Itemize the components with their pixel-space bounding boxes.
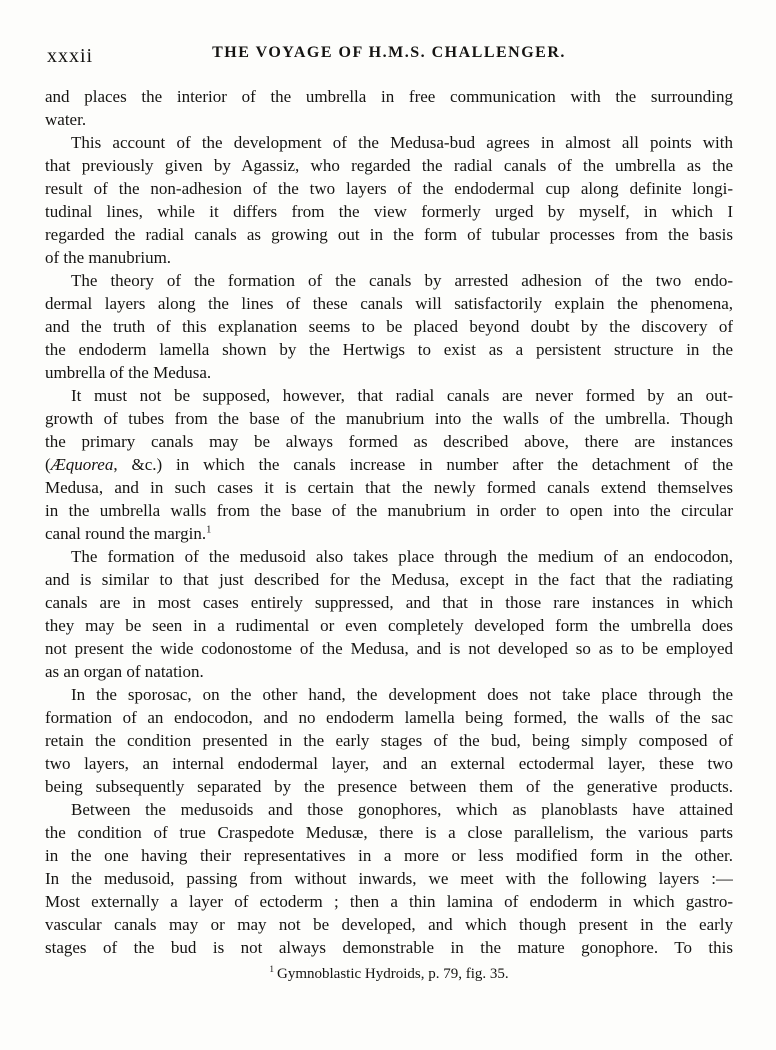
text-line xyxy=(45,200,733,223)
text-line xyxy=(45,936,733,959)
text-line xyxy=(45,177,733,200)
text-segment: result of the non-adhesion of the two layers of the endodermal cup along definite longi- xyxy=(45,179,733,198)
text-segment: that previously given by Agassiz, who regarded the radial canals of the umbrella as the xyxy=(45,156,733,175)
text-line xyxy=(45,752,733,775)
text-segment: canal round the margin. xyxy=(45,524,207,543)
text-segment: and the truth of this explanation seems to be placed beyond doubt by the discovery of xyxy=(45,317,733,336)
text-segment: The theory of the formation of the canals by arrested adhesion of the two endo- xyxy=(71,271,733,290)
text-line xyxy=(45,614,733,637)
text-line xyxy=(45,108,733,131)
footnote-reference: 1 xyxy=(206,524,212,536)
text-line xyxy=(45,867,733,890)
text-line xyxy=(45,407,733,430)
text-segment: they may be seen in a rudimental or even completely developed form the umbrella does xyxy=(45,616,733,635)
text-segment: It must not be supposed, however, that radial canals are never formed by an out- xyxy=(71,386,733,405)
text-segment: of the manubrium. xyxy=(45,248,172,267)
text-segment: vascular canals may or may not be developed, and which though present in the early xyxy=(45,915,733,934)
paragraph xyxy=(45,269,733,384)
paragraph xyxy=(45,384,733,545)
text-segment: in the umbrella walls from the base of the manubrium in order to open into the circular xyxy=(45,501,733,520)
text-line xyxy=(45,683,733,706)
page-number: xxxii xyxy=(47,45,94,67)
text-line xyxy=(45,522,733,545)
text-segment: Most externally a layer of ectoderm ; then a thin lamina of endoderm in which gastro- xyxy=(45,892,733,911)
text-segment: growth of tubes from the base of the manubrium into the walls of the umbrella. Though xyxy=(45,409,733,428)
text-segment: retain the condition presented in the early stages of the bud, being simply composed of xyxy=(45,731,733,750)
text-segment: stages of the bud is not always demonstrable in the mature gonophore. To this xyxy=(45,938,733,957)
text-line xyxy=(45,660,733,683)
text-line xyxy=(45,568,733,591)
text-segment: ( xyxy=(45,455,51,474)
text-segment: The formation of the medusoid also takes place through the medium of an endocodon, xyxy=(71,547,733,566)
paragraph xyxy=(45,545,733,683)
paragraph xyxy=(45,798,733,959)
text-line xyxy=(45,706,733,729)
text-segment: This account of the development of the Medusa-bud agrees in almost all points with xyxy=(71,133,733,152)
text-line xyxy=(45,292,733,315)
text-segment: , &c.) in which the canals increase in number after the detachment of the xyxy=(113,455,733,474)
text-line xyxy=(45,361,733,384)
footnote-text: Gymnoblastic Hydroids, p. 79, fig. 35. xyxy=(277,966,509,982)
text-segment: the endoderm lamella shown by the Hertwigs to exist as a persistent structure in the xyxy=(45,340,733,359)
text-line xyxy=(45,315,733,338)
text-segment: in the one having their representatives in a more or less modified form in the other. xyxy=(45,846,733,865)
page-body xyxy=(45,85,733,959)
text-line xyxy=(45,476,733,499)
text-segment: formation of an endocodon, and no endoderm lamella being formed, the walls of the sac xyxy=(45,708,733,727)
paragraph xyxy=(45,683,733,798)
text-line xyxy=(45,453,733,476)
text-line xyxy=(45,775,733,798)
text-segment: tudinal lines, while it differs from the view formerly urged by myself, in which I xyxy=(45,202,733,221)
text-segment: and is similar to that just described for the Medusa, except in the fact that the radiating xyxy=(45,570,733,589)
text-segment: Between the medusoids and those gonophores, which as planoblasts have attained xyxy=(71,800,733,819)
text-segment: not present the wide codonostome of the Medusa, and is not developed so as to be employed xyxy=(45,639,733,658)
text-line xyxy=(45,591,733,614)
text-line xyxy=(45,154,733,177)
text-line xyxy=(45,821,733,844)
running-title: THE VOYAGE OF H.M.S. CHALLENGER. xyxy=(212,44,566,61)
text-line xyxy=(45,729,733,752)
text-segment: as an organ of natation. xyxy=(45,662,204,681)
text-segment: water. xyxy=(45,110,87,129)
text-line xyxy=(45,85,733,108)
text-line xyxy=(45,384,733,407)
text-line xyxy=(45,798,733,821)
text-line xyxy=(45,269,733,292)
text-segment: being subsequently separated by the presence between them of the generative products. xyxy=(45,777,733,796)
text-line xyxy=(45,545,733,568)
text-segment: dermal layers along the lines of these canals will satisfactorily explain the phenomena, xyxy=(45,294,733,313)
text-line xyxy=(45,637,733,660)
paragraph xyxy=(45,131,733,269)
text-line xyxy=(45,430,733,453)
text-line xyxy=(45,844,733,867)
text-segment: Medusa, and in such cases it is certain that the newly formed canals extend themselves xyxy=(45,478,733,497)
text-segment: and places the interior of the umbrella in free communication with the surrounding xyxy=(45,87,733,106)
footnote xyxy=(45,964,733,984)
text-line xyxy=(45,131,733,154)
text-segment: umbrella of the Medusa. xyxy=(45,363,212,382)
footnote-marker: 1 xyxy=(269,965,274,975)
text-segment: the condition of true Craspedote Medusæ, there is a close parallelism, the various parts xyxy=(45,823,733,842)
text-line xyxy=(45,223,733,246)
text-segment: In the medusoid, passing from without inwards, we meet with the following layers :— xyxy=(45,869,733,888)
text-line xyxy=(45,338,733,361)
page-header xyxy=(45,44,733,68)
text-segment: the primary canals may be always formed as described above, there are instances xyxy=(45,432,733,451)
paragraph xyxy=(45,85,733,131)
text-line xyxy=(45,913,733,936)
text-line xyxy=(45,246,733,269)
text-line xyxy=(45,890,733,913)
text-segment: Æquorea xyxy=(50,455,114,474)
text-segment: In the sporosac, on the other hand, the development does not take place through the xyxy=(71,685,733,704)
text-segment: two layers, an internal endodermal layer, and an external ectodermal layer, these two xyxy=(45,754,733,773)
text-line xyxy=(45,499,733,522)
text-segment: canals are in most cases entirely suppressed, and that in those rare instances in which xyxy=(45,593,733,612)
text-segment: regarded the radial canals as growing out in the form of tubular processes from the basis xyxy=(45,225,733,244)
